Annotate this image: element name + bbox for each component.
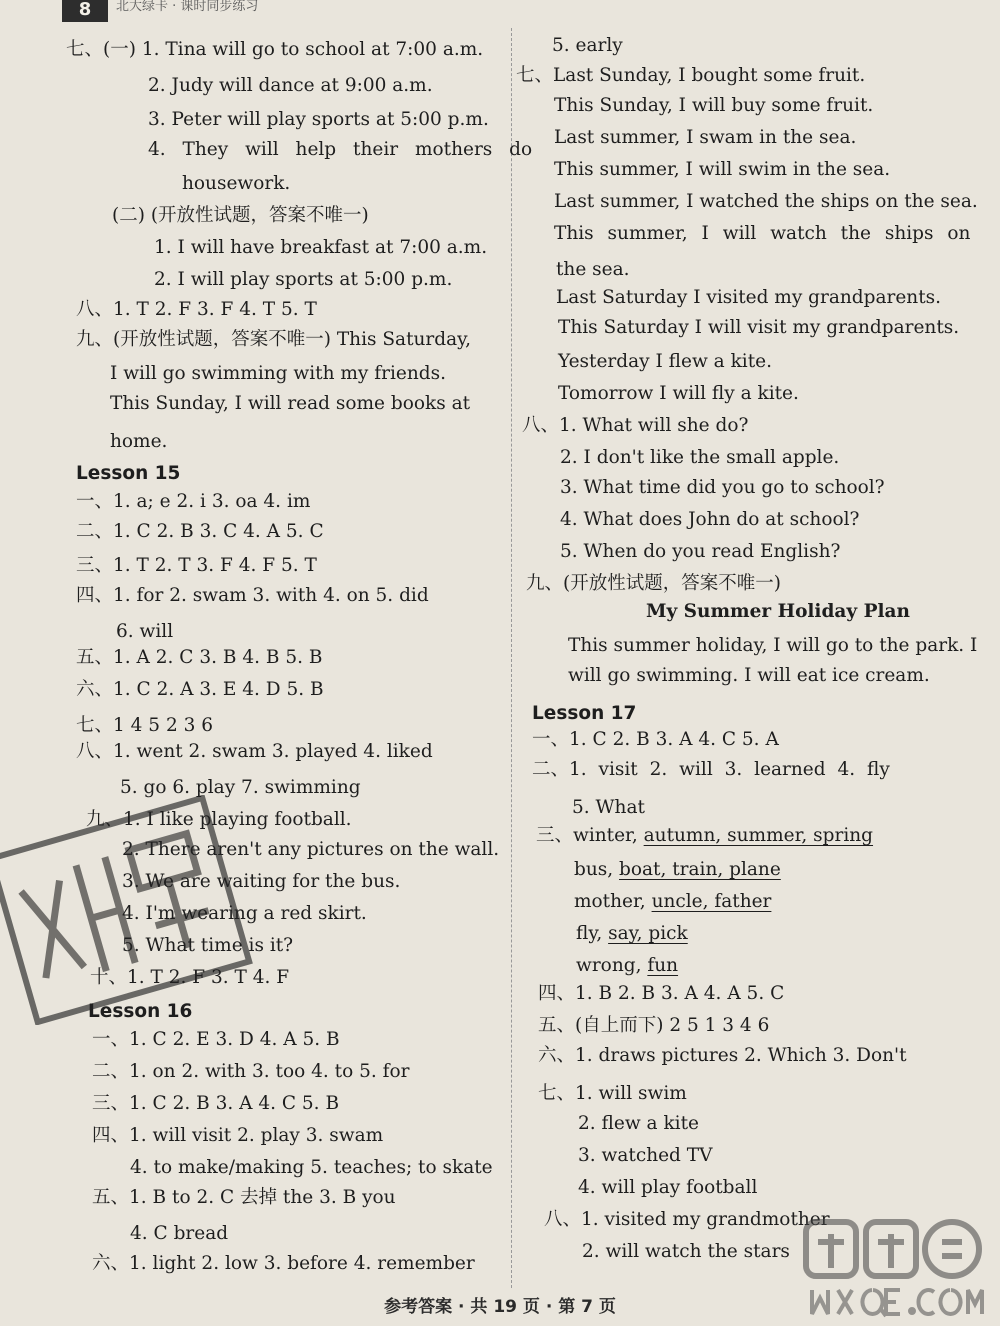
answer-line: 四、1. for 2. swam 3. with 4. on 5. did bbox=[76, 585, 429, 606]
answer-line: 二、1. visit 2. will 3. learned 4. fly bbox=[532, 759, 890, 780]
answer-line: home. bbox=[110, 431, 168, 452]
underlined-answer: uncle, father bbox=[651, 891, 772, 912]
answer-line: 2. Judy will dance at 9:00 a.m. bbox=[148, 75, 433, 96]
answer-line: I will go swimming with my friends. bbox=[110, 363, 446, 384]
answer-line: 2. I will play sports at 5:00 p.m. bbox=[154, 269, 453, 290]
answer-line: 一、1. C 2. E 3. D 4. A 5. B bbox=[92, 1029, 340, 1050]
lesson-heading: Lesson 15 bbox=[76, 463, 181, 484]
lesson-heading: Lesson 17 bbox=[532, 703, 637, 724]
answer-line: 五、1. A 2. C 3. B 4. B 5. B bbox=[76, 647, 323, 668]
essay-title: My Summer Holiday Plan bbox=[646, 601, 910, 622]
answer-line: 3. Peter will play sports at 5:00 p.m. bbox=[148, 109, 489, 130]
answer-line: 四、1. B 2. B 3. A 4. A 5. C bbox=[538, 983, 785, 1004]
answer-line: This Sunday, I will read some books at bbox=[110, 393, 471, 414]
answer-line: Tomorrow I will fly a kite. bbox=[558, 383, 799, 404]
page-footer: 参考答案 · 共 19 页 · 第 7 页 bbox=[384, 1297, 616, 1317]
answer-line: 六、1. draws pictures 2. Which 3. Don't bbox=[538, 1045, 907, 1066]
series-title: 北大绿卡 · 课时同步练习 bbox=[116, 0, 259, 14]
answer-line: 四、1. will visit 2. play 3. swam bbox=[92, 1125, 384, 1146]
answer-line: 七、(一) 1. Tina will go to school at 7:00 a.m. bbox=[66, 39, 484, 60]
answer-line: This summer holiday, I will go to the park. I bbox=[568, 635, 978, 656]
underlined-answer: say, pick bbox=[608, 923, 688, 944]
answer-line: This summer, I will swim in the sea. bbox=[554, 159, 891, 180]
answer-line: 3. We are waiting for the bus. bbox=[122, 871, 401, 892]
answer-line: wrong, fun bbox=[576, 955, 679, 976]
answer-line: Yesterday I flew a kite. bbox=[558, 351, 772, 372]
answer-line: 5. early bbox=[552, 35, 623, 56]
answer-line: 5. When do you read English? bbox=[560, 541, 841, 562]
answer-line: 5. What time is it? bbox=[122, 935, 294, 956]
column-divider bbox=[511, 28, 512, 1288]
answer-line: fly, say, pick bbox=[576, 923, 688, 944]
answer-line: 2. There aren't any pictures on the wall. bbox=[122, 839, 500, 860]
answer-line: 4. They will help their mothers do bbox=[148, 139, 533, 160]
answer-line: 一、1. C 2. B 3. A 4. C 5. A bbox=[532, 729, 779, 750]
section-heading: 九、(开放性试题，答案不唯一) bbox=[526, 573, 781, 594]
answer-line: 5. What bbox=[572, 797, 645, 818]
answer-line: will go swimming. I will eat ice cream. bbox=[568, 665, 930, 686]
answer-line: 八、1. T 2. F 3. F 4. T 5. T bbox=[76, 299, 317, 320]
answer-line: 2. I don't like the small apple. bbox=[560, 447, 840, 468]
section-heading: (二) (开放性试题，答案不唯一) bbox=[112, 205, 369, 226]
answer-line: the sea. bbox=[556, 259, 630, 280]
answer-line: Last Saturday I visited my grandparents. bbox=[556, 287, 942, 308]
answer-line: 七、1 4 5 2 3 6 bbox=[76, 715, 214, 736]
answer-line: 二、1. on 2. with 3. too 4. to 5. for bbox=[92, 1061, 410, 1082]
lesson-heading: Lesson 16 bbox=[88, 1001, 193, 1022]
answer-line: housework. bbox=[182, 173, 291, 194]
answer-line: 九、(开放性试题，答案不唯一) This Saturday, bbox=[76, 329, 472, 350]
answer-line: 六、1. C 2. A 3. E 4. D 5. B bbox=[76, 679, 324, 700]
underlined-answer: fun bbox=[647, 955, 679, 976]
answer-line: 2. will watch the stars bbox=[582, 1241, 790, 1262]
answer-line: This Saturday I will visit my grandparents. bbox=[558, 317, 960, 338]
answer-line: 五、1. B to 2. C 去掉 the 3. B you bbox=[92, 1187, 396, 1208]
answer-line: 2. flew a kite bbox=[578, 1113, 699, 1134]
answer-line: 三、1. T 2. T 3. F 4. F 5. T bbox=[76, 555, 317, 576]
answer-line: 九、1. I like playing football. bbox=[86, 809, 352, 830]
answer-line: 5. go 6. play 7. swimming bbox=[120, 777, 361, 798]
answer-line: Last summer, I watched the ships on the sea. bbox=[554, 191, 978, 212]
answer-line: 4. What does John do at school? bbox=[560, 509, 860, 530]
answer-line: 4. to make/making 5. teaches; to skate bbox=[130, 1157, 493, 1178]
answer-line: 八、1. What will she do? bbox=[522, 415, 749, 436]
answer-line: 4. will play football bbox=[578, 1177, 758, 1198]
answer-line: 二、1. C 2. B 3. C 4. A 5. C bbox=[76, 521, 324, 542]
page-number-tab: 8 bbox=[62, 0, 108, 22]
answer-line: 七、Last Sunday, I bought some fruit. bbox=[516, 65, 866, 86]
answer-line: This summer, I will watch the ships on bbox=[554, 223, 971, 244]
answer-line: 六、1. light 2. low 3. before 4. remember bbox=[92, 1253, 475, 1274]
answer-line: 八、1. visited my grandmother bbox=[544, 1209, 830, 1230]
answer-line: 1. I will have breakfast at 7:00 a.m. bbox=[154, 237, 488, 258]
answer-line: Last summer, I swam in the sea. bbox=[554, 127, 857, 148]
underlined-answer: boat, train, plane bbox=[619, 859, 781, 880]
answer-line: 十、1. T 2. F 3. T 4. F bbox=[90, 967, 290, 988]
answer-line: 3. watched TV bbox=[578, 1145, 713, 1166]
answer-line: 三、winter, autumn, summer, spring bbox=[536, 825, 874, 846]
answer-line: mother, uncle, father bbox=[574, 891, 772, 912]
answer-line: 三、1. C 2. B 3. A 4. C 5. B bbox=[92, 1093, 340, 1114]
answer-line: bus, boat, train, plane bbox=[574, 859, 781, 880]
answer-line: 七、1. will swim bbox=[538, 1083, 687, 1104]
answer-line: 五、(自上而下) 2 5 1 3 4 6 bbox=[538, 1015, 770, 1036]
answer-line: 6. will bbox=[116, 621, 174, 642]
answer-line: 3. What time did you go to school? bbox=[560, 477, 885, 498]
answer-line: This Sunday, I will buy some fruit. bbox=[554, 95, 874, 116]
answer-line: 4. I'm wearing a red skirt. bbox=[122, 903, 367, 924]
underlined-answer: autumn, summer, spring bbox=[643, 825, 874, 846]
answer-line: 八、1. went 2. swam 3. played 4. liked bbox=[76, 741, 433, 762]
answer-line: 4. C bread bbox=[130, 1223, 229, 1244]
answer-line: 一、1. a; e 2. i 3. oa 4. im bbox=[76, 491, 311, 512]
